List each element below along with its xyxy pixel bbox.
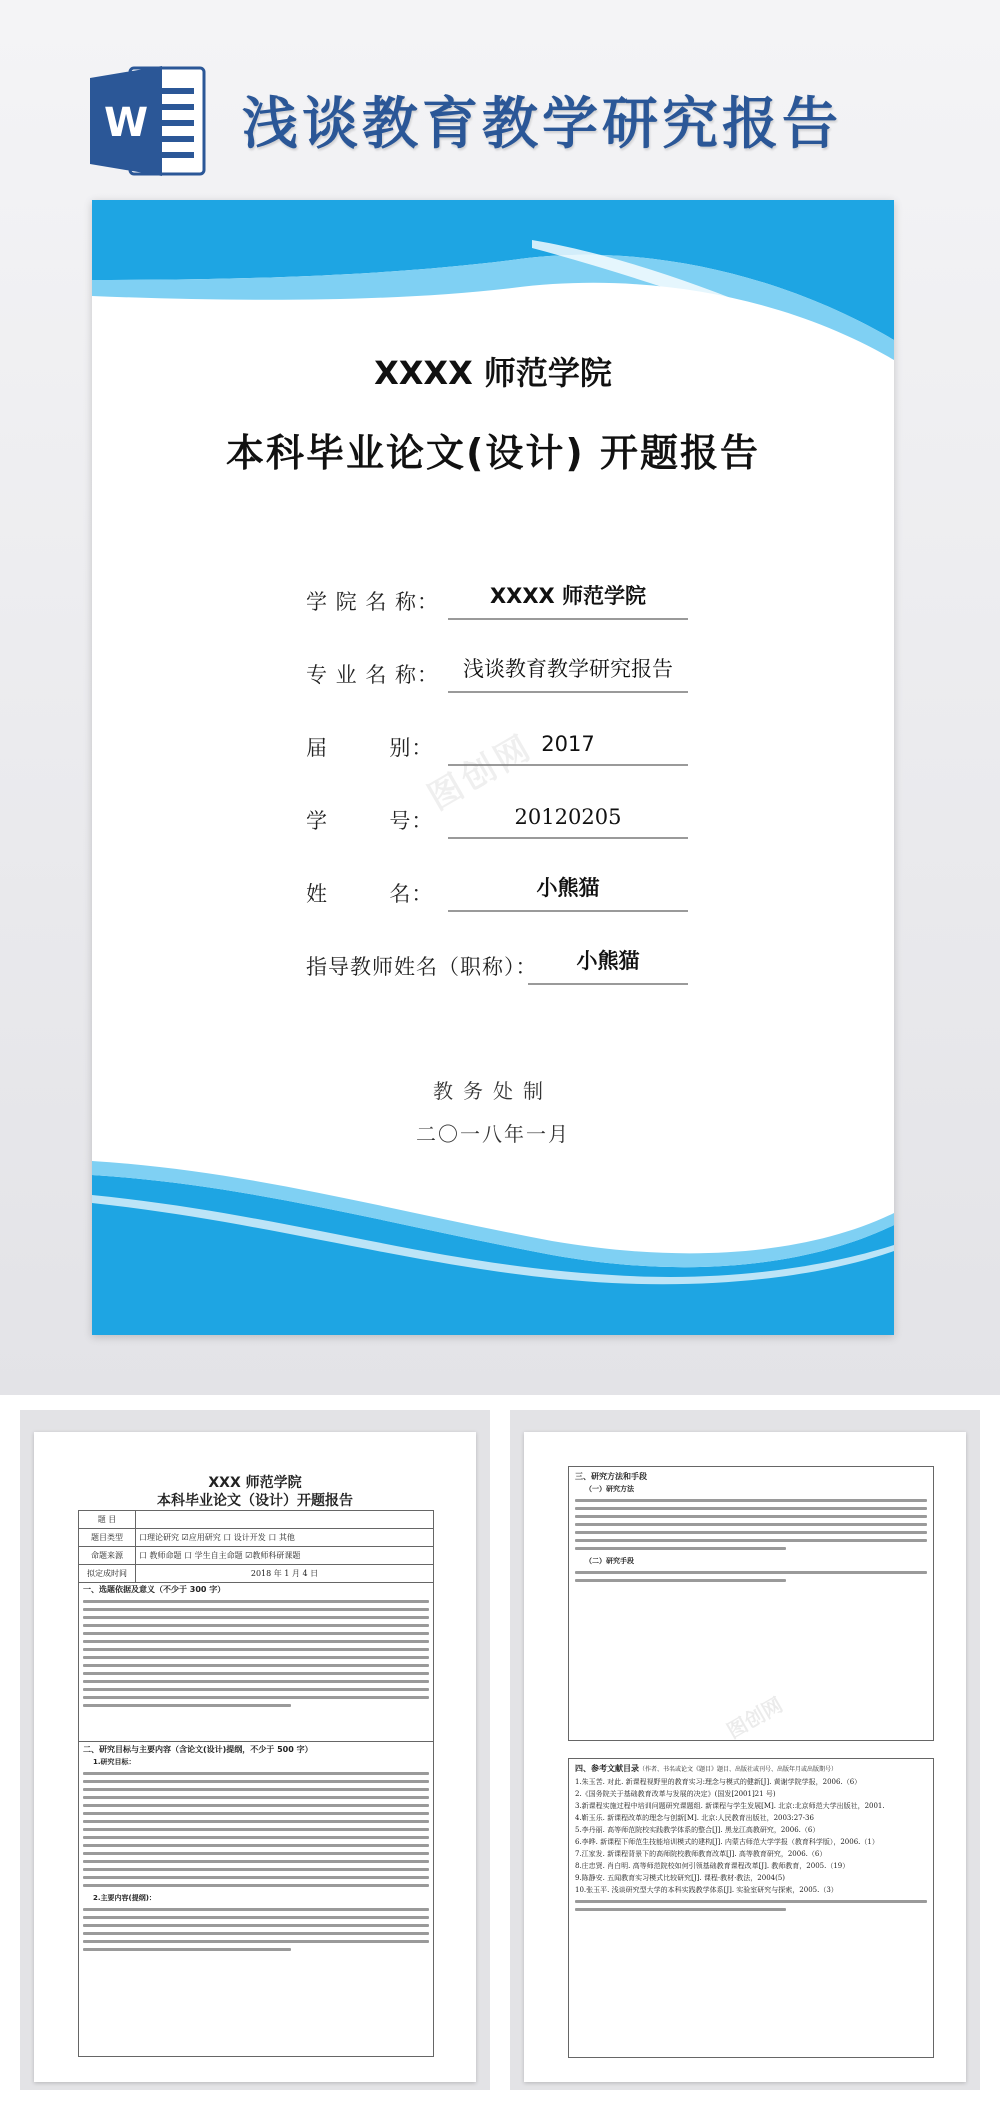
text-line bbox=[575, 1523, 927, 1526]
thumb-section-3 bbox=[568, 1466, 934, 1741]
cover-page bbox=[92, 200, 894, 1335]
table-row bbox=[79, 1565, 434, 1583]
field-name bbox=[92, 862, 894, 922]
thumbnail-sheet bbox=[524, 1432, 966, 2082]
text-line bbox=[575, 1515, 927, 1518]
field-major bbox=[92, 643, 894, 703]
text-line bbox=[83, 1688, 429, 1691]
issuer: 教务处制 bbox=[433, 1079, 553, 1103]
reference-item: 5.李丹丽. 高等师范院校实践教学体系的整合[J]. 黑龙江高教研究，2006.（6） bbox=[575, 1826, 820, 1834]
thumbnail-sheet bbox=[34, 1432, 476, 2082]
table-value bbox=[136, 1511, 434, 1529]
field-value: 小熊猫 bbox=[448, 872, 688, 912]
text-line bbox=[83, 1828, 429, 1831]
reference-item: 9.陈静安. 五闻教育实习模式比较研究[J]. 课程·教材·教法，2004(5) bbox=[575, 1874, 786, 1882]
section-heading: 一、选题依据及意义（不少于 300 字） bbox=[83, 1585, 226, 1594]
table-row bbox=[79, 1547, 434, 1565]
text-line bbox=[575, 1531, 927, 1534]
field-college bbox=[92, 570, 894, 630]
reference-item: 2.《国务院关于基础教育改革与发展的决定》(国发[2001]21 号) bbox=[575, 1790, 776, 1798]
table-key: 命题来源 bbox=[79, 1547, 136, 1565]
text-line bbox=[83, 1608, 429, 1611]
text-line bbox=[83, 1696, 429, 1699]
text-line bbox=[575, 1908, 786, 1911]
text-line bbox=[83, 1820, 429, 1823]
text-line bbox=[83, 1632, 429, 1635]
field-value: 浅谈教育教学研究报告 bbox=[448, 653, 688, 693]
text-line bbox=[83, 1624, 429, 1627]
table-value: 口 教师命题 口 学生自主命题 ☑教师科研课题 bbox=[136, 1547, 434, 1565]
thumb-section-4 bbox=[568, 1758, 934, 2058]
field-label: 学 院 名 称： bbox=[306, 590, 440, 614]
field-value: 小熊猫 bbox=[528, 945, 688, 985]
thumb-section-2 bbox=[78, 1742, 434, 2057]
text-line bbox=[575, 1507, 927, 1510]
text-line bbox=[83, 1656, 429, 1659]
sub-heading: 2.主要内容(提纲)： bbox=[93, 1894, 156, 1902]
table-key: 题 目 bbox=[79, 1511, 136, 1529]
text-line bbox=[83, 1836, 429, 1839]
table-key: 题目类型 bbox=[79, 1529, 136, 1547]
table-value: 2018 年 1 月 4 日 bbox=[136, 1565, 434, 1583]
text-line bbox=[575, 1539, 927, 1542]
text-line bbox=[83, 1772, 429, 1775]
text-line bbox=[83, 1868, 429, 1871]
reference-item: 6.李晔. 新课程下师范生技能培训模式的建构[J]. 内蒙古师范大学学报（教育科学版），2006.（1） bbox=[575, 1838, 879, 1846]
text-line bbox=[575, 1579, 786, 1582]
text-line bbox=[83, 1616, 429, 1619]
text-line bbox=[83, 1932, 429, 1935]
field-label: 指导教师姓名（职称）： bbox=[306, 955, 538, 979]
school-name: XXXX 师范学院 bbox=[374, 354, 612, 392]
section-heading: 二、研究目标与主要内容（含论文(设计)提纲，不少于 500 字） bbox=[83, 1745, 313, 1754]
word-icon-letter: W bbox=[103, 100, 149, 146]
field-label: 姓 名： bbox=[306, 882, 434, 906]
section-heading: 四、参考文献目录 bbox=[575, 1764, 639, 1773]
text-line bbox=[83, 1788, 429, 1791]
text-line bbox=[83, 1884, 429, 1887]
document-title: 浅谈教育教学研究报告 bbox=[242, 92, 842, 157]
text-line bbox=[83, 1916, 429, 1919]
text-line bbox=[83, 1600, 429, 1603]
bottom-wave-decoration bbox=[92, 1155, 894, 1335]
text-line bbox=[83, 1640, 429, 1643]
table-key: 拟定成时间 bbox=[79, 1565, 136, 1583]
text-line bbox=[83, 1796, 429, 1799]
table-row bbox=[79, 1511, 434, 1529]
text-line bbox=[83, 1908, 429, 1911]
text-line bbox=[83, 1680, 429, 1683]
sub-heading: 1.研究目标： bbox=[93, 1758, 136, 1766]
field-value: 2017 bbox=[448, 732, 688, 766]
text-line bbox=[83, 1876, 429, 1879]
watermark: 图创网 bbox=[722, 1692, 787, 1744]
text-line bbox=[83, 1804, 429, 1807]
thumb-section-1 bbox=[78, 1582, 434, 1742]
text-line bbox=[575, 1571, 927, 1574]
field-label: 专 业 名 称： bbox=[306, 663, 440, 687]
text-line bbox=[575, 1900, 927, 1903]
sub-heading: （二）研究手段 bbox=[585, 1557, 634, 1565]
section-heading: 三、研究方法和手段 bbox=[575, 1472, 647, 1481]
text-line bbox=[83, 1812, 429, 1815]
field-value: XXXX 师范学院 bbox=[448, 580, 688, 620]
text-line bbox=[83, 1704, 291, 1707]
text-line bbox=[83, 1860, 429, 1863]
thumb-school-name: XXX 师范学院 bbox=[208, 1475, 302, 1491]
watermark: 图创网 bbox=[421, 726, 541, 819]
text-line bbox=[83, 1648, 429, 1651]
text-line bbox=[83, 1948, 291, 1951]
thumbnail-page-2[interactable] bbox=[510, 1410, 980, 2090]
reference-item: 10.张玉平. 浅谈研究型大学的本科实践教学体系[J]. 实验室研究与探索，2005.（3） bbox=[575, 1886, 838, 1894]
thumbnail-page-1[interactable] bbox=[20, 1410, 490, 2090]
text-line bbox=[83, 1924, 429, 1927]
reference-item: 4.靳玉乐. 新课程改革的理念与创新[M]. 北京:人民教育出版社，2003:27-36 bbox=[575, 1814, 814, 1822]
field-advisor bbox=[92, 935, 894, 995]
word-icon bbox=[90, 62, 208, 180]
thumb-info-table bbox=[78, 1510, 434, 1583]
thumb-report-title: 本科毕业论文（设计）开题报告 bbox=[157, 1493, 353, 1509]
field-student-id bbox=[92, 789, 894, 849]
table-row bbox=[79, 1529, 434, 1547]
text-line bbox=[83, 1940, 429, 1943]
reference-item: 3.新课程实施过程中培训问题研究课题组. 新课程与学生发展[M]. 北京:北京师范大学出版社，2001. bbox=[575, 1802, 885, 1810]
text-line bbox=[83, 1672, 429, 1675]
sub-heading: （一）研究方法 bbox=[585, 1485, 634, 1493]
text-line bbox=[83, 1844, 429, 1847]
text-line bbox=[83, 1664, 429, 1667]
text-line bbox=[83, 1780, 429, 1783]
report-title: 本科毕业论文(设计) 开题报告 bbox=[226, 431, 760, 475]
issue-date: 二〇一八年一月 bbox=[416, 1122, 570, 1146]
text-line bbox=[575, 1547, 786, 1550]
reference-item: 1.朱玉苦. 对此. 新课程视野里的教育实习:理念与模式的健新[J]. 黄谢学院学报，2006.（6） bbox=[575, 1778, 862, 1786]
reference-item: 7.江家发. 新课程背景下的高师院校教师教育改革[J]. 高等教育研究，2006.（6） bbox=[575, 1850, 827, 1858]
text-line bbox=[83, 1852, 429, 1855]
header bbox=[90, 62, 950, 180]
field-label: 届 别： bbox=[306, 736, 434, 760]
reference-item: 8.庄忠贤. 肖白明. 高等师范院校如何引领基础教育课程改革[J]. 教师教育，2005.（19） bbox=[575, 1862, 850, 1870]
table-value: 口理论研究 ☑应用研究 口 设计开发 口 其他 bbox=[136, 1529, 434, 1547]
section-note: （作者、书名或论文《题目》题目、出版社或刊号、出版年月或出版期号） bbox=[639, 1766, 838, 1773]
field-label: 学 号： bbox=[306, 809, 434, 833]
field-value: 20120205 bbox=[448, 805, 688, 839]
text-line bbox=[575, 1499, 927, 1502]
